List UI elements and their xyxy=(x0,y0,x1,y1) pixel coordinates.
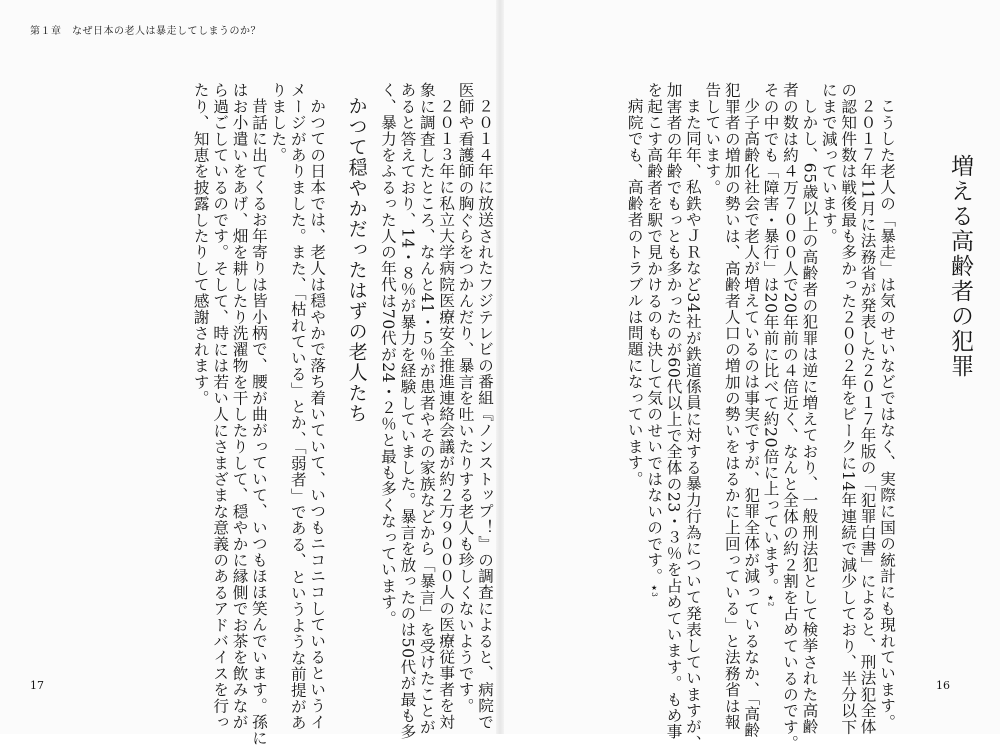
body-line: ら過ごしているのです。そして、時には若い人にさまざまな意義のあるアドバイスを行っ xyxy=(211,82,230,730)
page-number-left: 17 xyxy=(30,679,44,692)
body-line: 病院でも、高齢者のトラブルは問題になっています。 xyxy=(625,97,644,487)
body-line: 者の数は約４万７０００人で20年前の４倍近く、なんと全体の約２割を占めているのです。 xyxy=(780,82,799,751)
body-line: ２０１３年に私立大学病院医療安全推進連絡会議が約２万９０００人の医療従事者を対 xyxy=(437,97,456,730)
page-number-right: 16 xyxy=(936,679,950,692)
body-line xyxy=(644,82,663,642)
body-line: く、暴力をふるった人の年代は70代が24・２％と最も多くなっています。 xyxy=(378,82,397,627)
body-line: たり、知恵を披露したりして感謝されます。 xyxy=(191,82,210,406)
body-line-text: を起こす高齢者を駅で見かけるのも決して気のせいではないのです。 xyxy=(645,82,664,585)
body-line: 少子高齢化社会で老人が増えているのは事実ですが、犯罪全体が減っているなか、「高齢 xyxy=(742,97,761,738)
body-line: しかし、65歳以上の高齢者の犯罪は逆に増えており、一般刑法犯として検挙された高齢 xyxy=(800,97,819,735)
body-line: 象に調査したところ、なんと41・５％が患者やその家族などから「暴言」を受けたことが xyxy=(417,82,436,735)
section-heading-rising-elderly-crime: 増える高齢者の犯罪 xyxy=(947,154,973,379)
body-line-text: その中でも「障害・暴行」は20年前に比べて約20倍に上っています。 xyxy=(761,82,780,594)
body-line: また同年、私鉄やＪＲなど34社が鉄道係員に対する暴力行為について発表していますが、 xyxy=(683,97,702,751)
body-line xyxy=(760,82,779,642)
body-line: りました。 xyxy=(269,82,288,163)
body-line: はお小遣いをあげ、畑を耕したり洗濯物を干したりして、穏やかに縁側でお茶を飲みなが xyxy=(230,82,249,730)
body-line: メージがありました。また、「枯れている」とか、「弱者」である、というような前提があ xyxy=(288,82,307,731)
body-line: かつての日本では、老人は穏やかで落ち着いていて、いつもニコニコしているというイ xyxy=(308,97,327,730)
body-line: ２０１４年に放送されたフジテレビの番組『ノンストップ！』の調査によると、病院で xyxy=(476,97,494,730)
running-head: 第１章 なぜ日本の老人は暴走してしまうのか？ xyxy=(30,26,261,37)
right-page-body xyxy=(556,82,896,751)
reference-mark: ★3 xyxy=(650,584,659,597)
reference-mark: ★2 xyxy=(766,593,775,607)
body-line: ２０１７年11月に法務省が発表した２０１７年版の「犯罪白書」によると、刑法犯全体 xyxy=(858,97,877,735)
body-line: あると答えており、14・８％が暴力を経験していました。暴言を放ったのは50代が最も多 xyxy=(398,82,417,740)
body-line: 告しています。 xyxy=(703,82,722,196)
body-line: 加害者の年齢でもっとも多かったのが60代以上で全体の23・３％を占めています。もめ事 xyxy=(664,82,683,740)
body-line: 昔話に出てくるお年寄りは皆小柄で、腰が曲がっていて、いつもほほ笑んでいます。孫に xyxy=(249,97,268,746)
body-line: にまで減っています。 xyxy=(819,82,838,244)
page-gutter xyxy=(496,0,504,734)
body-line: の認知件数は戦後最も多かった２００２年をピークに14年連続で減少しており、半分以下 xyxy=(839,82,858,735)
body-line: 犯罪者の増加の勢いは、高齢者人口の増加の勢いをはるかに上回っている」と法務省は報 xyxy=(722,82,741,730)
body-line: こうした老人の「暴走」は気のせいなどではなく、実際に国の統計にも現れています。 xyxy=(878,97,896,730)
section-heading-once-calm-elderly: かつて穏やかだったはずの老人たち xyxy=(345,96,368,424)
body-line: 医師や看護師の胸ぐらをつかんだり、暴言を吐いたりする老人も珍しくないようです。 xyxy=(456,82,475,714)
